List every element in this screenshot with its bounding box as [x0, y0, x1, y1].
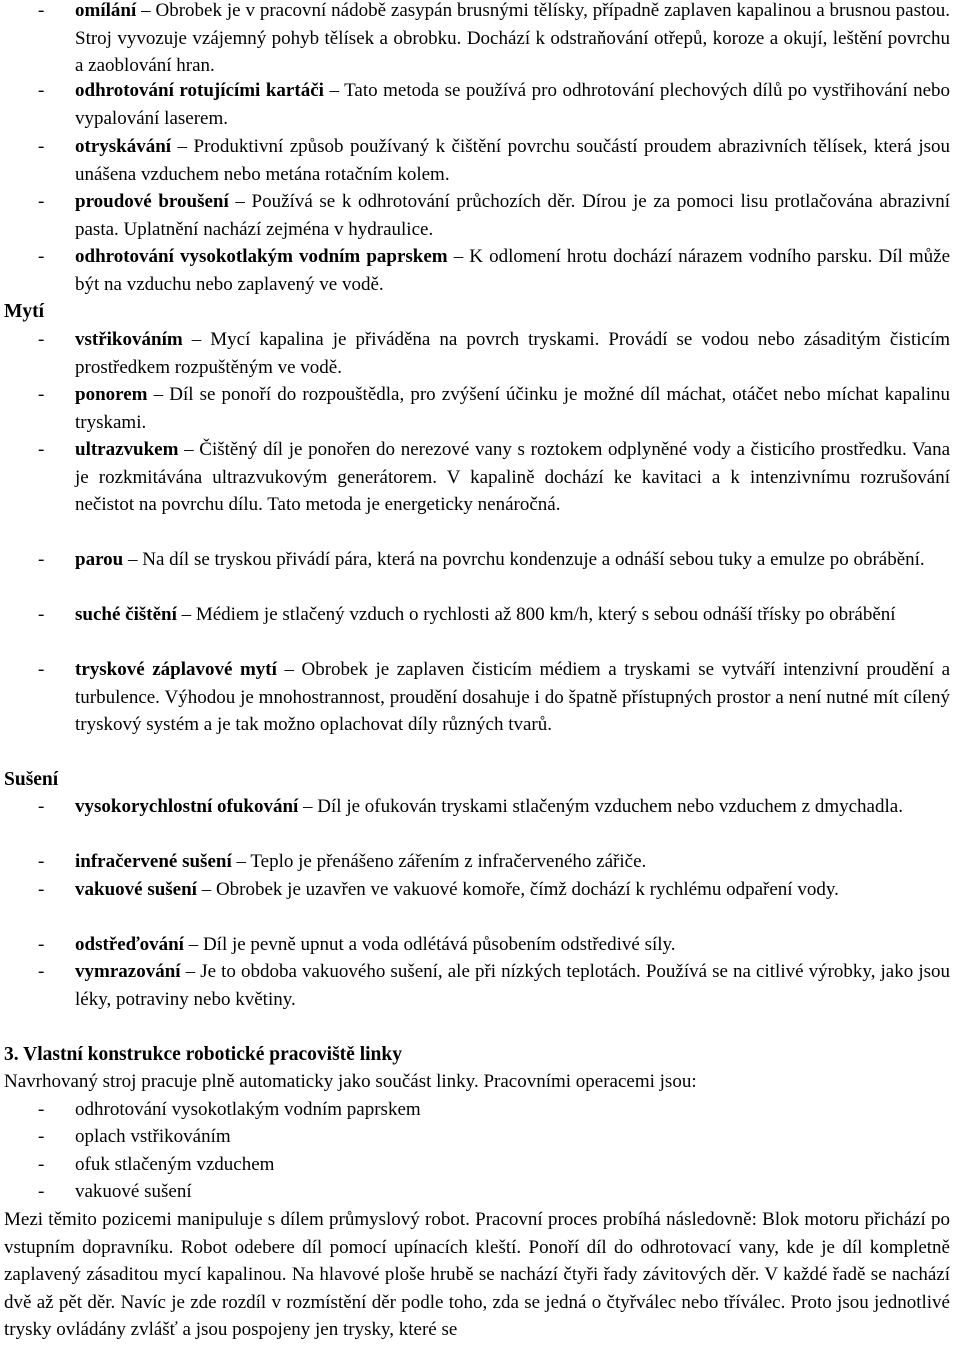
description: – K odlomení hrotu dochází nárazem vodního parsku. Díl může být na vzduchu nebo zaplavený ve vodě.: [75, 246, 951, 295]
list-item: [0, 436, 960, 519]
list-bullet: -: [38, 851, 45, 872]
list-item: [0, 188, 960, 243]
term: vysokorychlostní ofukování: [75, 796, 299, 817]
term: vstřikováním: [75, 329, 183, 350]
list-item: [0, 601, 960, 629]
description: – Mycí kapalina je přiváděna na povrch tryskami. Provádí se vodou nebo zásaditým čisticím prostředkem rozpuštěným ve vodě.: [75, 329, 951, 378]
term: suché čištění: [75, 604, 177, 625]
list-bullet: -: [38, 246, 45, 267]
operation-item: [0, 1178, 960, 1206]
list-item: [0, 133, 960, 188]
term: omílání: [75, 0, 137, 21]
list-item: [0, 77, 960, 132]
description: – Obrobek je uzavřen ve vakuové komoře, čímž dochází k rychlému odpaření vody.: [201, 879, 839, 900]
list-bullet: -: [38, 549, 45, 570]
list-item: [0, 381, 960, 436]
operation-label: odhrotování vysokotlakým vodním paprskem: [75, 1099, 421, 1120]
list-item: [0, 958, 960, 1013]
list-bullet: -: [38, 879, 45, 900]
description: – Díl se ponoří do rozpouštědla, pro zvýšení účinku je možné díl máchat, otáčet nebo míchat kapalinu tryskami.: [75, 384, 951, 433]
description: – Obrobek je v pracovní nádobě zasypán brusnými tělísky, případně zaplaven kapalinou a brusnou pastou. Stroj vyvozuje vzájemný pohyb tělísek a obrobku. Dochází k odstraňování otřepů, koroze a okují, leštění povrchu a zaoblování hran.: [75, 0, 951, 76]
list-item: [0, 0, 960, 80]
list-item: [0, 243, 960, 298]
term: odhrotování rotujícími kartáči: [75, 80, 324, 101]
list-bullet: -: [38, 384, 45, 405]
list-bullet: -: [38, 1154, 45, 1175]
operation-item: [0, 1096, 960, 1124]
list-bullet: -: [38, 796, 45, 817]
term: ultrazvukem: [75, 439, 179, 460]
list-item: [0, 931, 960, 959]
term: parou: [75, 549, 124, 570]
description: – Díl je pevně upnut a voda odlétává působením odstředivé síly.: [188, 934, 676, 955]
body-paragraph: Mezi těmito pozicemi manipuluje s dílem průmyslový robot. Pracovní proces probíhá následovně: Blok motoru přichází po vstupním dopravníku. Robot odebere díl pomocí upínacích kleští. Ponoří díl do odhrotovací vany, kde je díl kompletně zaplavený zásaditou mycí kapalinou. Na hlavové ploše hrubě se nachází čtyři řady závitových děr. V každé řadě se nachází dvě až pět děr. Navíc je zde rozdíl v rozmístění děr podle toho, zda se jedná o čtyřválec nebo tříválec. Proto jsou jednotlivé trysky ovládány zvlášť a jsou pospojeny jen trysky, které se: [4, 1209, 950, 1340]
list-item: [0, 793, 960, 821]
list-bullet: -: [38, 961, 45, 982]
term: vymrazování: [75, 961, 181, 982]
description: – Díl je ofukován tryskami stlačeným vzduchem nebo vzduchem z dmychadla.: [303, 796, 903, 817]
operation-item: [0, 1123, 960, 1151]
description: – Na díl se tryskou přivádí pára, která na povrchu kondenzuje a odnáší sebou tuky a emulze po obrábění.: [127, 549, 925, 570]
list-item: [0, 848, 960, 876]
list-bullet: -: [38, 191, 45, 212]
list-bullet: -: [38, 80, 45, 101]
term: otryskávání: [75, 136, 172, 157]
list-bullet: -: [38, 329, 45, 350]
operation-label: vakuové sušení: [75, 1181, 192, 1202]
description: – Je to obdoba vakuového sušení, ale při nízkých teplotách. Používá se na citlivé výrobky, jako jsou léky, potraviny nebo květiny.: [75, 961, 950, 1010]
section-heading-washing: Mytí: [4, 301, 45, 322]
term: ponorem: [75, 384, 148, 405]
list-item: [0, 546, 960, 574]
operation-label: ofuk stlačeným vzduchem: [75, 1154, 275, 1175]
list-bullet: -: [38, 934, 45, 955]
chapter-intro: Navrhovaný stroj pracuje plně automaticky jako součást linky. Pracovními operacemi jsou:: [4, 1071, 697, 1092]
description: – Používá se k odhrotování průchozích děr. Dírou je za pomoci lisu protlačována abrazivní pasta. Uplatnění nachází zejména v hydraulice.: [75, 191, 951, 240]
list-item: [0, 326, 960, 381]
list-bullet: -: [38, 604, 45, 625]
operation-label: oplach vstřikováním: [75, 1126, 231, 1147]
list-bullet: -: [38, 1181, 45, 1202]
description: – Tato metoda se používá pro odhrotování plechových dílů po vystřihování nebo vypalování laserem.: [75, 80, 951, 129]
list-bullet: -: [38, 659, 45, 680]
description: – Médiem je stlačený vzduch o rychlosti až 800 km/h, který s sebou odnáší třísky po obrábění: [181, 604, 896, 625]
list-bullet: -: [38, 439, 45, 460]
section-heading-drying: Sušení: [4, 769, 59, 790]
description: – Čištěný díl je ponořen do nerezové vany s roztokem odplyněné vody a čisticího prostředku. Vana je rozkmitávána ultrazvukovým generátorem. V kapalině dochází ke kavitaci a k intenzivnímu rozrušování nečistot na povrchu dílu. Tato metoda je energeticky nenáročná.: [75, 439, 950, 515]
term: infračervené sušení: [75, 851, 232, 872]
description: – Obrobek je zaplaven čisticím médiem a tryskami se vytváří intenzivní proudění a turbulence. Výhodou je mnohostrannost, proudění dosahuje i do špatně přístupných prostor a není nutné mít cílený tryskový systém a je tak možno oplachovat díly různých tvarů.: [75, 659, 950, 735]
operation-item: [0, 1151, 960, 1179]
description: – Teplo je přenášeno zářením z infračerveného zářiče.: [236, 851, 647, 872]
term: vakuové sušení: [75, 879, 197, 900]
list-bullet: -: [38, 1126, 45, 1147]
list-item: [0, 656, 960, 739]
term: proudové broušení: [75, 191, 229, 212]
term: odstřeďování: [75, 934, 184, 955]
term: odhrotování vysokotlakým vodním paprskem: [75, 246, 448, 267]
chapter-heading: 3. Vlastní konstrukce robotické pracoviště linky: [4, 1044, 402, 1065]
list-bullet: -: [38, 136, 45, 157]
term: tryskové záplavové mytí: [75, 659, 277, 680]
list-bullet: -: [38, 0, 45, 21]
description: – Produktivní způsob používaný k čištění povrchu součástí proudem abrazivních tělísek, která jsou unášena vzduchem nebo metána rotačním kolem.: [75, 136, 951, 185]
list-bullet: -: [38, 1099, 45, 1120]
list-item: [0, 876, 960, 904]
